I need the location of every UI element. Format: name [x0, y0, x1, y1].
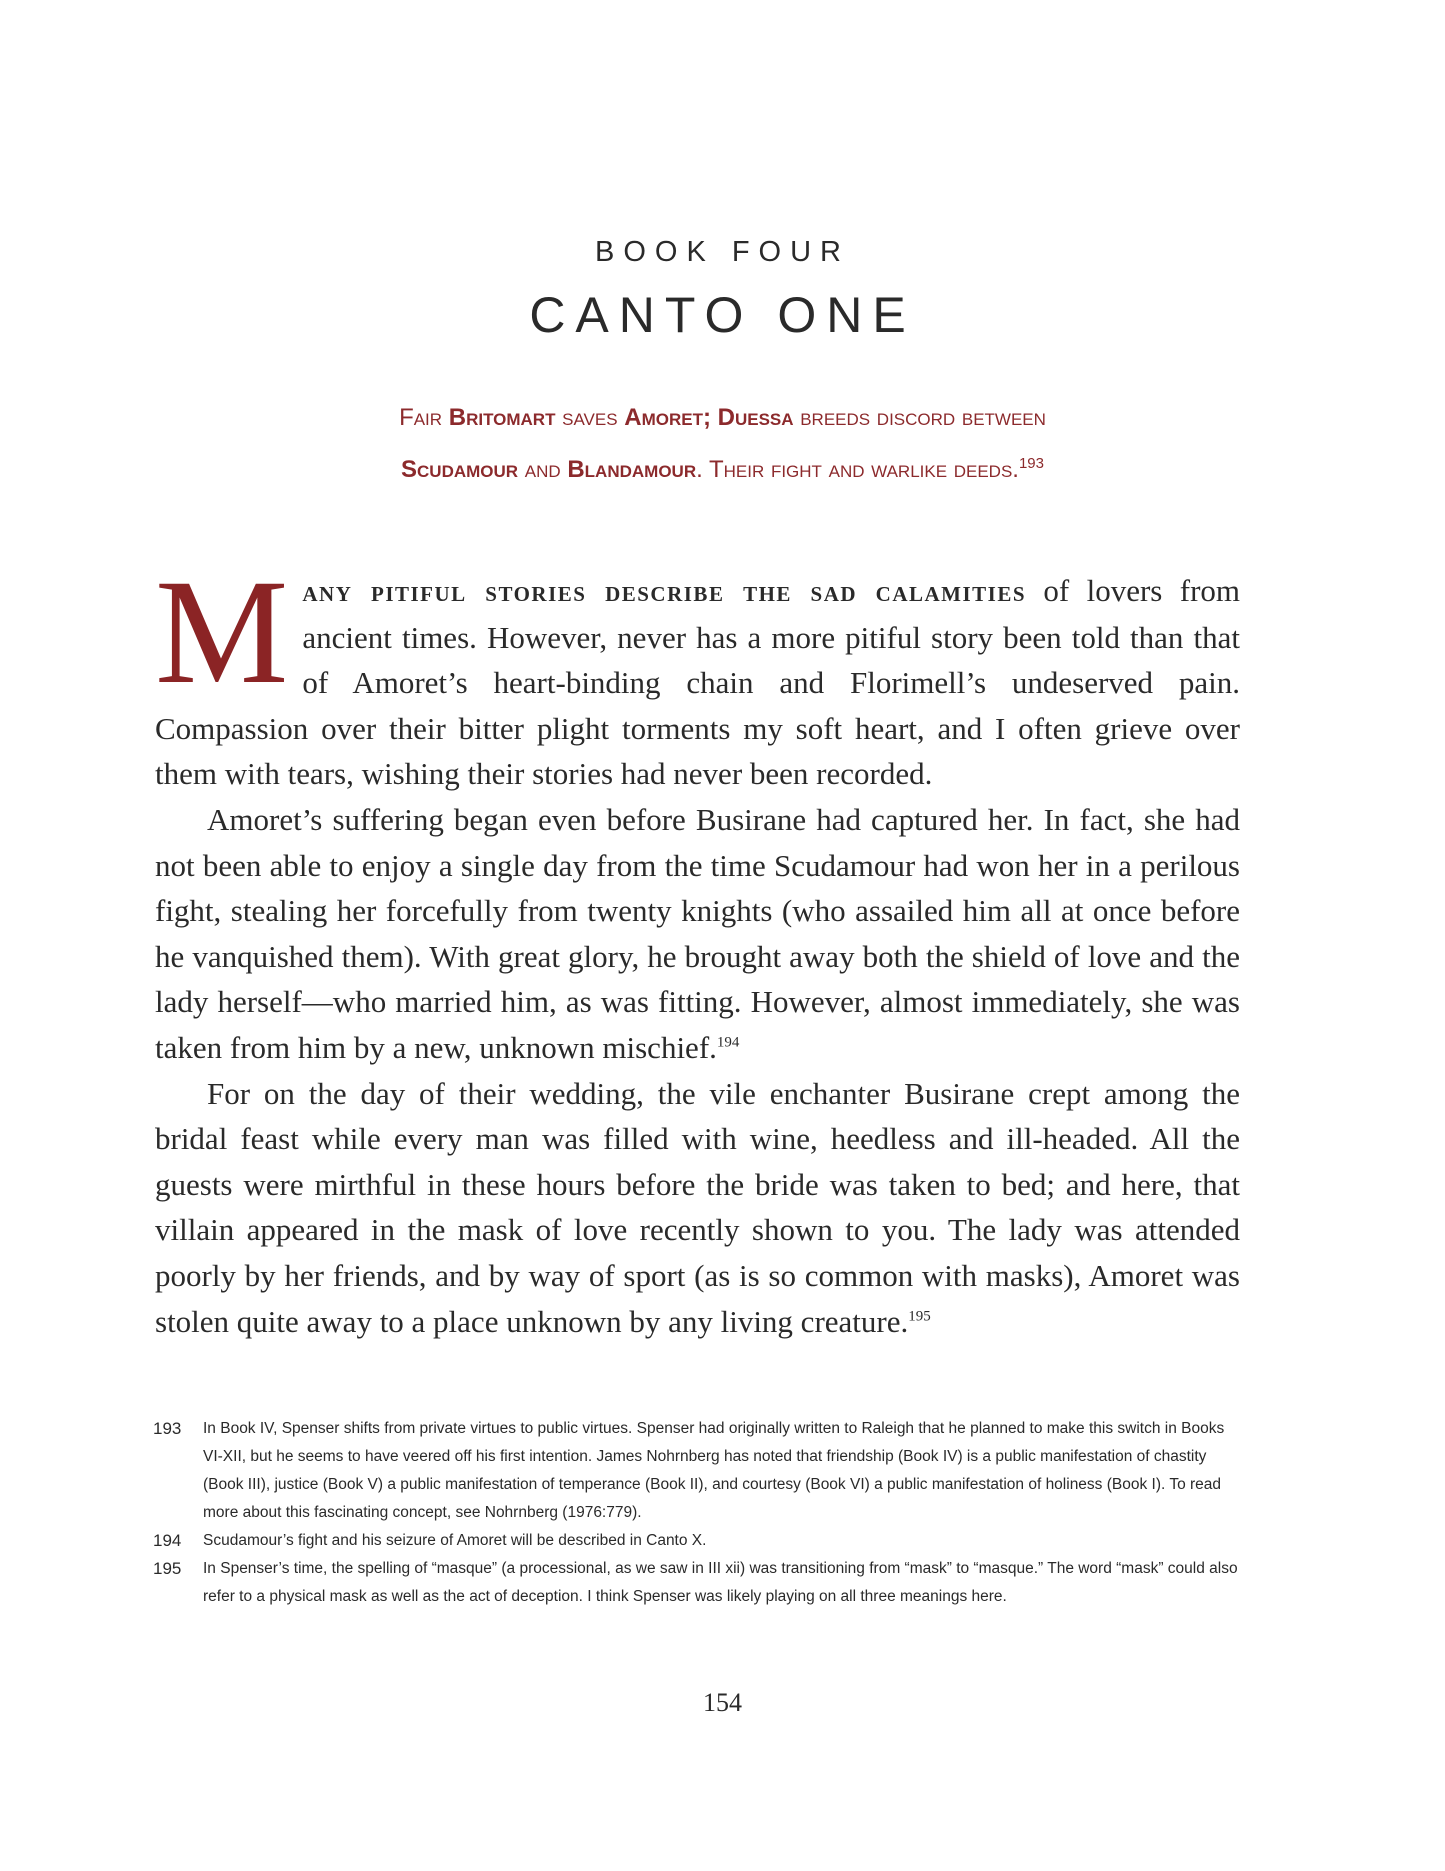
- argument-word: breeds discord between: [800, 404, 1046, 431]
- paragraph-text: of lovers from ancient times. However, never has a more pitiful story been told than that of Amoret’s heart-binding chain and Florimell’s undeserved pain. Compassion over their bitter plight torments my soft heart, and I often grieve over them with tears, wishing their stories had never been recorded.: [155, 573, 1241, 792]
- body-text: [155, 549, 1241, 1344]
- footnote-ref[interactable]: 194: [716, 1034, 740, 1051]
- paragraph-text: For on the day of their wedding, the vile enchanter Busirane crept among the bridal feast while every man was filled with wine, heedless and ill-headed. All the guests were mirthful in these hours before the bride was taken to bed; and here, that villain appeared in the mask of love recently shown to you. The lady was attended poorly by her friends, and by way of sport (as is so common with masks), Amoret was stolen quite away to a place unknown by any living creature.: [155, 1075, 1240, 1339]
- argument-name: Duessa: [717, 404, 794, 431]
- paragraph: [155, 549, 1241, 797]
- footnote: [153, 1555, 1238, 1611]
- footnotes: [153, 1415, 1238, 1611]
- argument-word: Fair: [399, 404, 443, 431]
- canto-argument: [200, 395, 1245, 493]
- footnote-number: 194: [153, 1531, 182, 1550]
- footnote-number: 193: [153, 1419, 182, 1438]
- footnote-ref[interactable]: 193: [1018, 455, 1044, 472]
- footnote: [153, 1415, 1238, 1527]
- book-label: BOOK FOUR: [594, 236, 850, 268]
- footnote-text: In Spenser’s time, the spelling of “masque” (a processional, as we saw in III xii) was transitioning from “mask” to “masque.” The word “mask” could also refer to a physical mask as well as the act of deception. I think Spenser was likely playing on all three meanings here.: [203, 1560, 1238, 1605]
- argument-name: Britomart: [448, 404, 556, 431]
- footnote-text: Scudamour’s fight and his seizure of Amoret will be described in Canto X.: [203, 1532, 707, 1549]
- lead-in-text: any pitiful stories describe the sad calamities: [302, 575, 1027, 608]
- argument-name: Blandamour: [567, 456, 697, 483]
- paragraph: [155, 1071, 1240, 1345]
- argument-name: Amoret;: [624, 404, 711, 431]
- drop-cap: M: [155, 549, 289, 715]
- argument-word: and: [524, 456, 561, 483]
- paragraph: [155, 797, 1240, 1071]
- paragraph-text: Amoret’s suffering began even before Busirane had captured her. In fact, she had not been able to enjoy a single day from the time Scudamour had won her in a perilous fight, stealing her forcefully from twenty knights (who assailed him all at once before he vanquished them). With great glory, he brought away both the shield of love and the lady herself—who married him, as was fitting. However, almost immediately, she was taken from him by a new, unknown mischief.: [155, 801, 1240, 1065]
- footnote: [153, 1527, 1238, 1555]
- footnote-number: 195: [153, 1559, 182, 1578]
- argument-word: . Their fight and warlike deeds.: [696, 456, 1019, 483]
- argument-word: saves: [562, 404, 618, 431]
- footnote-text: In Book IV, Spenser shifts from private virtues to public virtues. Spenser had originally written to Raleigh that he planned to make this switch in Books VI-XII, but he seems to have veered off his first intention. James Nohrnberg has noted that friendship (Book IV) is a public manifestation of chastity (Book III), justice (Book V) a public manifestation of temperance (Book II), and courtesy (Book VI) a public manifestation of holiness (Book I). To read more about this fascinating concept, see Nohrnberg (1976:779).: [203, 1420, 1225, 1521]
- argument-name: Scudamour: [401, 456, 519, 483]
- footnote-ref[interactable]: 195: [908, 1308, 931, 1325]
- canto-title: CANTO ONE: [529, 287, 916, 343]
- page-number: 154: [703, 1688, 742, 1717]
